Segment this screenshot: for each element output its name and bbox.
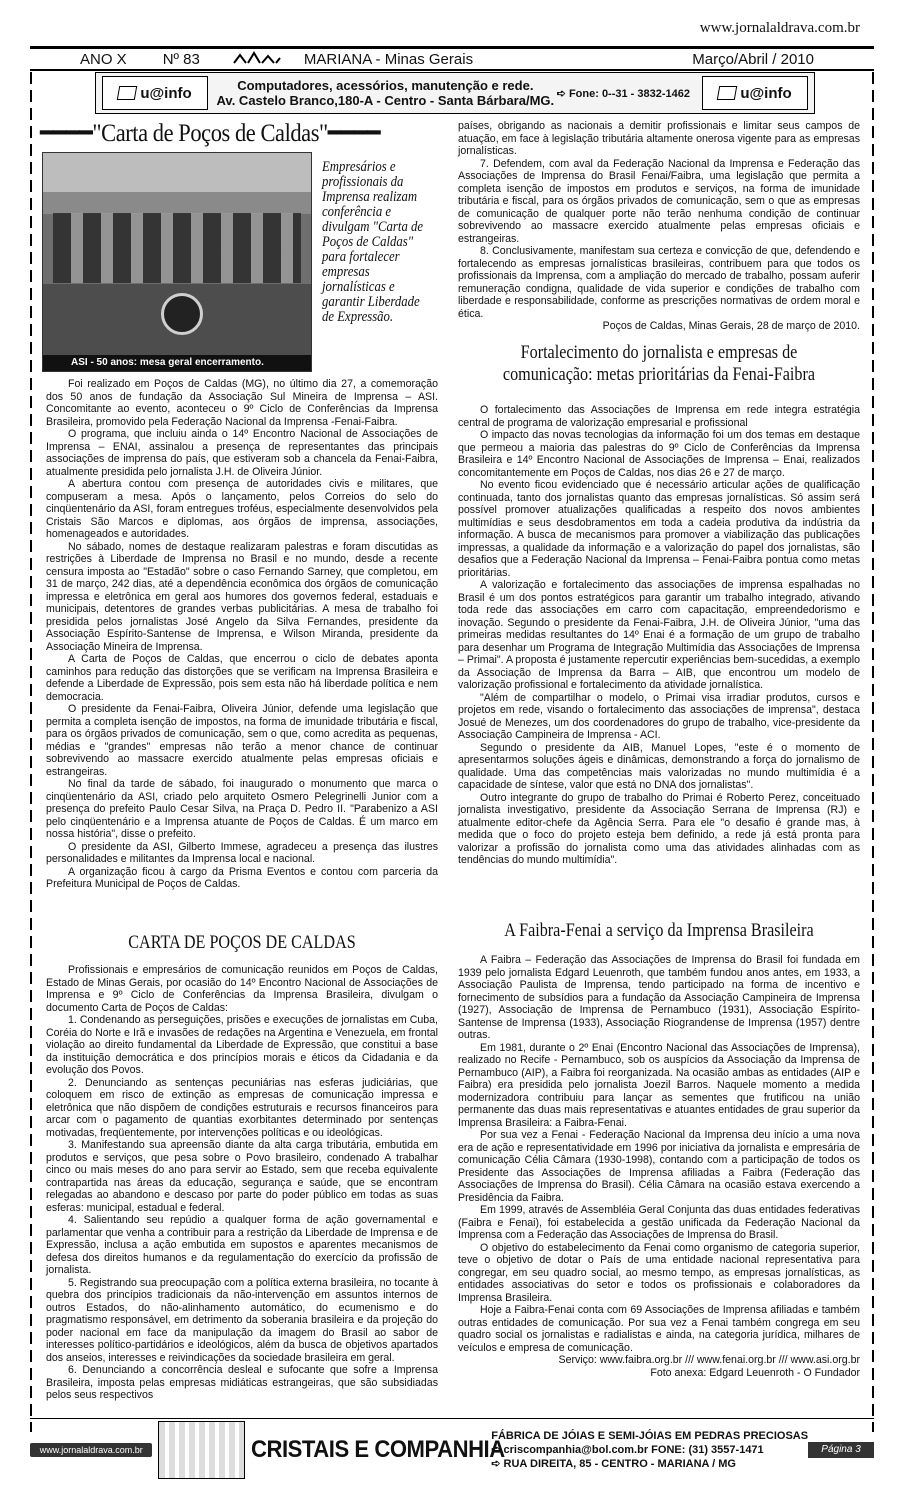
photo-caption: ASI - 50 anos: mesa geral encerramento. (43, 355, 311, 371)
uinfo-brand-right: u@info (740, 84, 792, 102)
jewelry-image (158, 1421, 245, 1479)
page-frame-left (30, 72, 32, 1432)
article3-title: A Faibra-Fenai a serviço da Imprensa Brasileira (504, 920, 814, 941)
paragraph: Em 1981, durante o 2º Enai (Encontro Nacional das Associações de Imprensa), realizado no Recife - Pernambuco, sob os auspícios da Associação da Imprensa de Pernambuco (AIP), a Faibra foi reorganizada. Na ocasião ambas as entidades (AIP e Faibra) era presidida pelo jornalista Joezil Barros. Naquele momento a medida modernizadora contribuiu para lançar as sementes que frutificou na união permanente das duas mais representativas e atuantes entidades de grau superior da Imprensa Brasileira: a Faibra-Fenai. (458, 1041, 860, 1129)
issue-number: Nº 83 (162, 50, 200, 68)
carta-title: CARTA DE POÇOS DE CALDAS (128, 932, 356, 953)
paragraph: países, obrigando as nacionais a demitir profissionais e limitar seus campos de atuação, em face à legislação tributária altamente onerosa vigente para as empresas jornalísticas. (458, 120, 860, 157)
issue-year: ANO X (80, 50, 127, 68)
footer-site-url[interactable]: www.jornalaldrava.com.br (30, 1443, 152, 1457)
photo-people (53, 213, 301, 283)
paragraph: O objetivo do estabelecimento da Fenai como organismo de categoria superior, teve o objetivo de dotar o País de uma entidade nacional representativa para congregar, em seu quadro social, ao mesmo tempo, as empresas jornalísticas, as entidades associativas do setor e todos os profissionais e colaboradores da Imprensa Brasileira. (458, 1241, 860, 1304)
ad-line1: Computadores, acessórios, manutenção e rede. (237, 78, 534, 93)
paragraph: 2. Denunciando as sentenças pecuniárias nas esferas judiciárias, que coloquem em risco de extinção as empresas de comunicação impressa e eletrônica que não dispõem de condições estruturais e recursos financeiros para arcar com o pagamento de quantias exorbitantes determinado por sentenças motivadas, freqüentemente, por intervenções políticas e ou ideológicas. (46, 1076, 438, 1139)
cristais-name: CRISTAIS E COMPANHIA (251, 1436, 505, 1463)
article2-title: Fortalecimento do jornalista e empresas de comunicação: metas prioritárias da Fenai-Faibra (502, 342, 816, 385)
paragraph: "Além de compartilhar o modelo, o Primai visa irradiar produtos, cursos e projetos em rede, visando o fortalecimento das associações de imprensa", destaca Josué de Menezes, um dos coordenadores do grupo de trabalho, vice-presidente da Associação Campineira de Imprensa - ACI. (458, 691, 860, 741)
servico-links[interactable]: Serviço: www.faibra.org.br /// www.fenai.org.br /// www.asi.org.br (558, 1354, 860, 1366)
event-photo (42, 152, 312, 372)
paragraph: O presidente da Fenai-Faibra, Oliveira Júnior, defende uma legislação que permita a completa isenção de impostos, na forma de imunidade tributária e fiscal, para os órgãos privados de comunicação, sem o que, como acredita as pequenas, médias e "grandes" empresas não terão a menor chance de continuar sobrevivendo ao massacre exercido atualmente pelas empresas oficiais e estrangeiras. (46, 703, 438, 778)
paragraph: 6. Denunciando a concorrência desleal e sufocante que sofre a Imprensa Brasileira, imposta pelas empresas midiáticas estrangeiras, que são subsidiadas pelos seus respectivos (46, 1364, 438, 1401)
uinfo-logo-right (702, 76, 808, 110)
paragraph: A valorização e fortalecimento das associações de imprensa espalhadas no Brasil é um dos pontos estratégicos para garantir um trabalho integrado, ativando toda rede das associações em carro com capacitação, empreendedorismo e inovação. Segundo o presidente da Fenai-Faibra, J.H. de Oliveira Júnior, "uma das primeiras medidas resultantes do 14º Enai é a formação de um grupo de trabalho para desenhar um Programa de Integração Multimídia das Associações de Imprensa – Primai". A proposta é justamente repercutir experiências bem-sucedidas, a exemplo da Associação de Imprensa da Barra – AIB, que encontrou um modelo de valorização profissional e fortalecimento da atividade jornalística. (458, 579, 860, 691)
paragraph: 4. Salientando seu repúdio a qualquer forma de ação governamental e parlamentar que venha a contribuir para a restrição da Liberdade de Imprensa e de Expressão, inclusa a ação embutida em supostos e aparentes mecanismos de defesa dos direitos humanos e da regulamentação do exercício da profissão de jornalista. (46, 1214, 438, 1276)
paragraph: 5. Registrando sua preocupação com a política externa brasileira, no tocante à quebra dos princípios tradicionais da não-intervenção em assuntos internos de outros Estados, do não-alinhamento automático, do ecumenismo e do pragmatismo responsável, em detrimento da soberania brasileira e da projeção do poder nacional em face da manipulação da imagem do Brasil ao sabor de interesses político-partidários e ideológicos, além da busca de objetivos apartados dos anseios, interesses e reivindicações da sociedade brasileira em geral. (46, 1276, 438, 1364)
paragraph: 1. Condenando as perseguições, prisões e execuções de jornalistas em Cuba, Coréia do Norte e Irã e invasões de redações na Argentina e Venezuela, em frontal violação ao direito fundamental da Liberdade de Expressão, que constitui a base da instituição democrática e dos princípios morais e éticos da Cidadania e da evolução dos Povos. (46, 1014, 438, 1076)
paragraph: No evento ficou evidenciado que é necessário articular ações de qualificação continuada, tanto dos jornalistas quanto das empresas jornalísticas. Só assim será possível promover atualizações qualificadas a respeito dos novos ambientes multimídias e seus desdobramentos em toda a cadeia produtiva da indústria da informação. A busca de mecanismos para promover a viabilização das publicações impressas, a qualidade da informação e a valorização do papel dos jornalistas, são desafios que a Federação Nacional da Imprensa – Fenai-Faibra pontua como metas prioritárias. (458, 479, 860, 579)
paragraph: Foi realizado em Poços de Caldas (MG), no último dia 27, a comemoração dos 50 anos de fundação da Associação Sul Mineira de Imprensa – ASI. Concomitante ao evento, aconteceu o 9º Ciclo de Conferências da Imprensa Brasileira, promovido pela Federação Nacional da Imprensa -Fenai-Faibra. (46, 378, 438, 428)
masthead-logo-icon (232, 51, 282, 68)
advertisement-cristais (30, 1418, 874, 1481)
paragraph: 8. Conclusivamente, manifestam sua certeza e convicção de que, defendendo e fortalecendo as empresas jornalísticas brasileiras, contribuem para que todos os profissionais da Imprensa, com a ampliação do mercado de trabalho, possam auferir remuneração condigna, qualidade de vida superior e condições de trabalho com liberdade e responsabilidade, conforme as prescrições normativas de ordem moral e ética. (458, 245, 860, 320)
article1-title: ━━━━"Carta de Poços de Caldas"━━━━ (40, 120, 381, 147)
page-frame-right (872, 72, 874, 1432)
carta-continuation (458, 120, 860, 333)
paragraph: No final da tarde de sábado, foi inaugurado o monumento que marca o cinqüentenário da ASI, criado pelo arquiteto Osmero Pelegrinelli Junior com a presença do prefeito Paulo Cesar Silva, na Praça D. Pedro II. "Parabenizo a ASI pelo cinqüentenário e a Imprensa atuante de Poços de Caldas. É um marco em nossa história", disse o prefeito. (46, 778, 438, 840)
title-dash-left: ━━━━ (40, 120, 93, 147)
paragraph: 3. Manifestando sua apreensão diante da alta carga tributária, embutida em produtos e serviços, que pesa sobre o Povo brasileiro, condenado A trabalhar cinco ou mais meses do ano para servir ao Estado, sem que receba equivalente contrapartida nas áreas da educação, segurança e saúde, que se encontram relegadas ao abandono e descaso por parte do poder público em todas as suas esferas: municipal, estadual e federal. (46, 1139, 438, 1214)
photo-credit: Foto anexa: Edgard Leuenroth - O Fundador (650, 1366, 860, 1379)
article2-body (458, 404, 860, 867)
carta-body (46, 964, 438, 1402)
paragraph: Profissionais e empresários de comunicação reunidos em Poços de Caldas, Estado de Minas Gerais, por ocasião do 14º Encontro Nacional de Associações de Imprensa e 9º Ciclo de Conferências da Imprensa Brasileira, divulgam o documento Carta de Poços de Caldas: (46, 964, 438, 1014)
paragraph: Em 1999, através de Assembléia Geral Conjunta das duas entidades federativas (Faibra e Fenai), foi estabelecida a gestão unificada da Federação Nacional da Imprensa com a Federação das Associações de Imprensa do Brasil. (458, 1204, 860, 1241)
paragraph: O impacto das novas tecnologias da informação foi um dos temas em destaque que permeou a maioria das palestras do 9º Ciclo de Conferências da Imprensa Brasileira e 14º Encontro Nacional de Associações de Imprensa – Enai, realizados concomitantemente em Poços de Caldas, nos dias 26 e 27 de março. (458, 429, 860, 479)
carta-signoff: Poços de Caldas, Minas Gerais, 28 de março de 2010. (602, 320, 860, 332)
issue-place: MARIANA - Minas Gerais (303, 50, 474, 68)
paragraph: Outro integrante do grupo de trabalho do Primai é Roberto Perez, conceituado jornalista investigativo, presidente da Associação Serrana de Imprensa (RJ) e atualmente editor-chefe da Agência Serra. Para ele "o desafio é grande mas, à medida que o foco do projeto esteja bem definido, a rede já está pronta para valorizar a profissão do jornalista como uma das atividades alinhadas com as tendências do mundo multimídia". (458, 791, 860, 866)
computer-icon (717, 86, 737, 100)
paragraph: A Faibra – Federação das Associações de Imprensa do Brasil foi fundada em 1939 pelo jornalista Edgard Leuenroth, que também fundou anos antes, em 1933, a Associação Paulista de Imprensa, tendo participado na forma de incentivo e fornecimento de subsídios para a fundação da Associação Campineira de Imprensa (1927), Associação de Imprensa de Pernambuco (1931), Associação Espírito-Santense de Imprensa (1933), Associação Riograndense de Imprensa (1957) dentre outras. (458, 954, 860, 1041)
paragraph: O programa, que incluiu ainda o 14º Encontro Nacional de Associações de Imprensa – ENAI, assinalou a presença de representantes das principais associações de imprensa do país, que estiveram sob a chancela da Fenai-Faibra, atualmente presidida pelo jornalista J.H. de Oliveira Júnior. (46, 428, 438, 478)
paragraph: O presidente da ASI, Gilberto Immese, agradeceu a presença das ilustres personalidades e militantes da Imprensa local e nacional. (46, 840, 438, 865)
article3-body (458, 954, 860, 1379)
cristais-line3: ➪ RUA DIREITA, 85 - CENTRO - MARIANA / MG (491, 1458, 736, 1470)
site-url[interactable]: www.jornalaldrava.com.br (699, 20, 860, 36)
title-dash-right: ━━━━ (327, 120, 381, 147)
article1-body (46, 378, 438, 891)
cristais-line1: FÁBRICA DE JÓIAS E SEMI-JÓIAS EM PEDRAS PRECIOSAS (491, 1430, 809, 1442)
asi-emblem-icon (161, 293, 203, 335)
paragraph: Segundo o presidente da AIB, Manuel Lopes, "este é o momento de apresentarmos soluções ágeis e dinâmicas, demonstrando a força do jornalismo de qualidade. Uma das competências mais valorizadas no mundo multimídia é a capacidade de síntese, valor que está no DNA dos jornalistas". (458, 741, 860, 791)
ad-text (214, 78, 557, 108)
issue-date: Março/Abril / 2010 (692, 50, 814, 68)
uinfo-logo (102, 76, 208, 110)
masthead (30, 46, 874, 71)
paragraph: A abertura contou com presença de autoridades civis e militares, que compuseram a mesa. Após o lançamento, pelos Correios do selo do cinqüentenário da ASI, foram entregues troféus, especialmente desenvolvidos pela Cristais São Marcos e diplomas, aos órgãos de imprensa, associações, homenageados e autoridades. (46, 478, 438, 540)
computer-icon (117, 86, 137, 100)
paragraph: O fortalecimento das Associações de Imprensa em rede integra estratégia central de programa de valorização empresarial e profissional (458, 404, 860, 429)
cristais-line2: ➪ criscompanhia@bol.com.br FONE: (31) 3557-1471 (491, 1444, 764, 1456)
paragraph: 7. Defendem, com aval da Federação Nacional da Imprensa e Federação das Associações de Imprensa do Brasil Fenai/Faibra, uma legislação que permita a completa isenção de impostos em produtos e serviços, na forma de imunidade tributária e fiscal, para os órgãos privados de comunicação, sem o que as empresas de comunicação de qualquer porte não terão nenhuma condição de continuar sobrevivendo ao massacre exercido atualmente pelas empresas oficiais e estrangeiras. (458, 157, 860, 245)
article1-teaser: Empresários e profissionais da Imprensa realizam conferência e divulgam "Carta de Poços de Caldas" para fortalecer empresas jornalísticas e garantir Liberdade de Expressão. (322, 159, 424, 325)
uinfo-brand-left: u@info (140, 84, 192, 102)
cristais-info (491, 1429, 808, 1471)
ad-line2: Av. Castelo Branco,180-A - Centro - Santa Bárbara/MG. (216, 93, 555, 108)
paragraph: A Carta de Poços de Caldas, que encerrou o ciclo de debates aponta caminhos para redução das distorções que se verificam na Imprensa Brasileira e defende a Liberdade de Expressão, pois sem esta não há liberdade política e nem democracia. (46, 653, 438, 703)
page-number: Página 3 (808, 1442, 874, 1458)
paragraph: No sábado, nomes de destaque realizaram palestras e foram discutidas as restrições à Liberdade de Imprensa no Brasil e no mundo, desde a recente censura imposta ao "Estadão" sobre o caso Fernando Sarney, que completou, em 31 de março, 242 dias, até a dependência econômica dos órgãos de comunicação impressa e eletrônica em geral aos humores dos governos federal, estaduais e municipais, detentores de grandes verbas publicitárias. A mesa de trabalho foi presidida pelos jornalistas José Angelo da Silva Fernandes, presidente da Associação Espírito-Santense de Imprensa, e Wilson Miranda, presidente da Associação Mineira de Imprensa. (46, 540, 438, 653)
ad-phone: ➪ Fone: 0--31 - 3832-1462 (556, 87, 690, 100)
paragraph: A organização ficou à cargo da Prisma Eventos e contou com parceria da Prefeitura Municipal de Poços de Caldas. (46, 865, 438, 890)
advertisement-uinfo (95, 72, 815, 114)
paragraph: Por sua vez a Fenai - Federação Nacional da Imprensa deu início a uma nova era de ação e representatividade em 1996 por iniciativa da jornalista e empresária de comunicação Célia Câmara (1930-1998), contando com a participação de todos os Presidente das Associações de Imprensa afiliadas a Faibra (Federação das Associações de Imprensa do Brasil). Célia Câmara na ocasião estava exercendo a Presidência da Faibra. (458, 1129, 860, 1204)
paragraph: Hoje a Faibra-Fenai conta com 69 Associações de Imprensa afiliadas e também outras entidades de comunicação. Por sua vez a Fenai também congrega em seu quadro social os jornalistas e radialistas e ainda, na categoria jurídica, milhares de veículos e empresa de comunicação. (458, 1304, 860, 1354)
